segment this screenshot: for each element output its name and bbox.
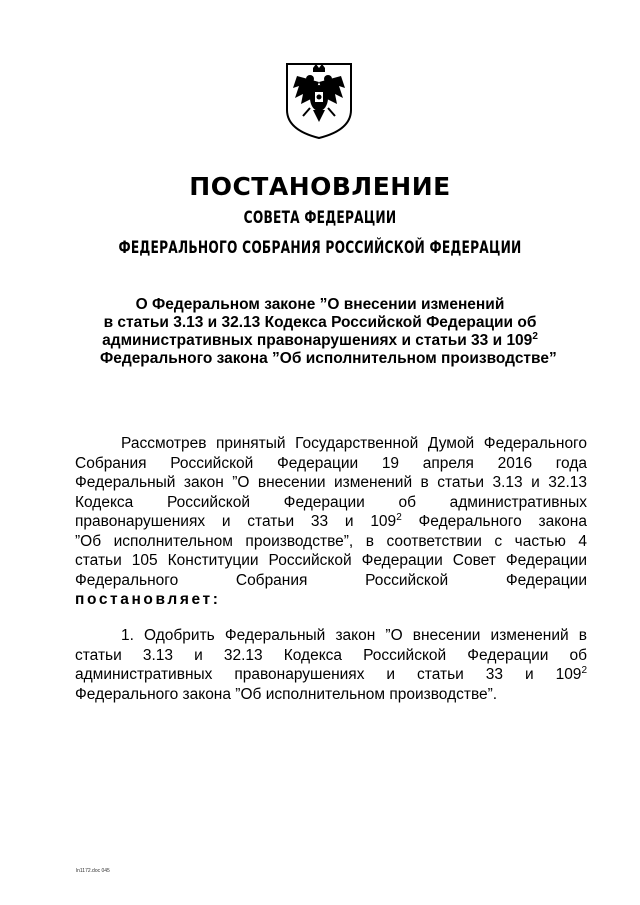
subject-line: административных правонарушениях и статьи 33 и $109^2$ [102, 330, 538, 349]
document-subject [100, 296, 557, 368]
issuer-line-1: СОВЕТА ФЕДЕРАЦИИ [243, 208, 397, 228]
paragraph-line: Кодекса Российской Федерации об административных [75, 493, 587, 511]
document-title: ПОСТАНОВЛЕНИЕ [189, 172, 451, 201]
resolution-item-1 [75, 626, 587, 704]
paragraph-line: Федеральный закон ”О внесении изменений в статьи 3.13 и 32.13 [75, 474, 587, 491]
paragraph-line: Собрания Российской Федерации 19 апреля 2016 года [75, 454, 587, 472]
paragraph-line: статьи 3.13 и 32.13 Кодекса Российской Федерации об [75, 646, 587, 664]
subject-line: Федерального закона ”Об исполнительном производстве” [100, 350, 557, 367]
subject-line: О Федеральном законе ”О внесении изменений [135, 296, 505, 313]
paragraph-line: 1. Одобрить Федеральный закон ”О внесении изменений в [121, 627, 587, 644]
paragraph-line: административных правонарушениях и статьи 33 и $109^2$ [75, 664, 587, 683]
resolves-keyword: постановляет: [75, 591, 221, 608]
preamble-paragraph [75, 434, 587, 610]
paragraph-line: Рассмотрев принятый Государственной Думой Федерального [121, 435, 587, 452]
document-code: ln1172.doc 045 [76, 868, 110, 874]
paragraph-line: статьи 105 Конституции Российской Федерации Совет Федерации [75, 552, 587, 569]
paragraph-line: правонарушениях и статьи 33 и $109^2$ Федерального закона [75, 511, 587, 530]
issuer-line-2: ФЕДЕРАЛЬНОГО СОБРАНИЯ РОССИЙСКОЙ ФЕДЕРАЦИИ [118, 238, 522, 258]
coat-of-arms-icon [283, 58, 355, 140]
paragraph-line: Федерального закона ”Об исполнительном производстве”. [75, 685, 498, 703]
paragraph-line: Федерального Собрания Российской Федерации [75, 571, 587, 589]
subject-line: в статьи 3.13 и 32.13 Кодекса Российской Федерации об [103, 314, 537, 331]
paragraph-line: ”Об исполнительном производстве”, в соответствии с частью 4 [75, 532, 587, 550]
